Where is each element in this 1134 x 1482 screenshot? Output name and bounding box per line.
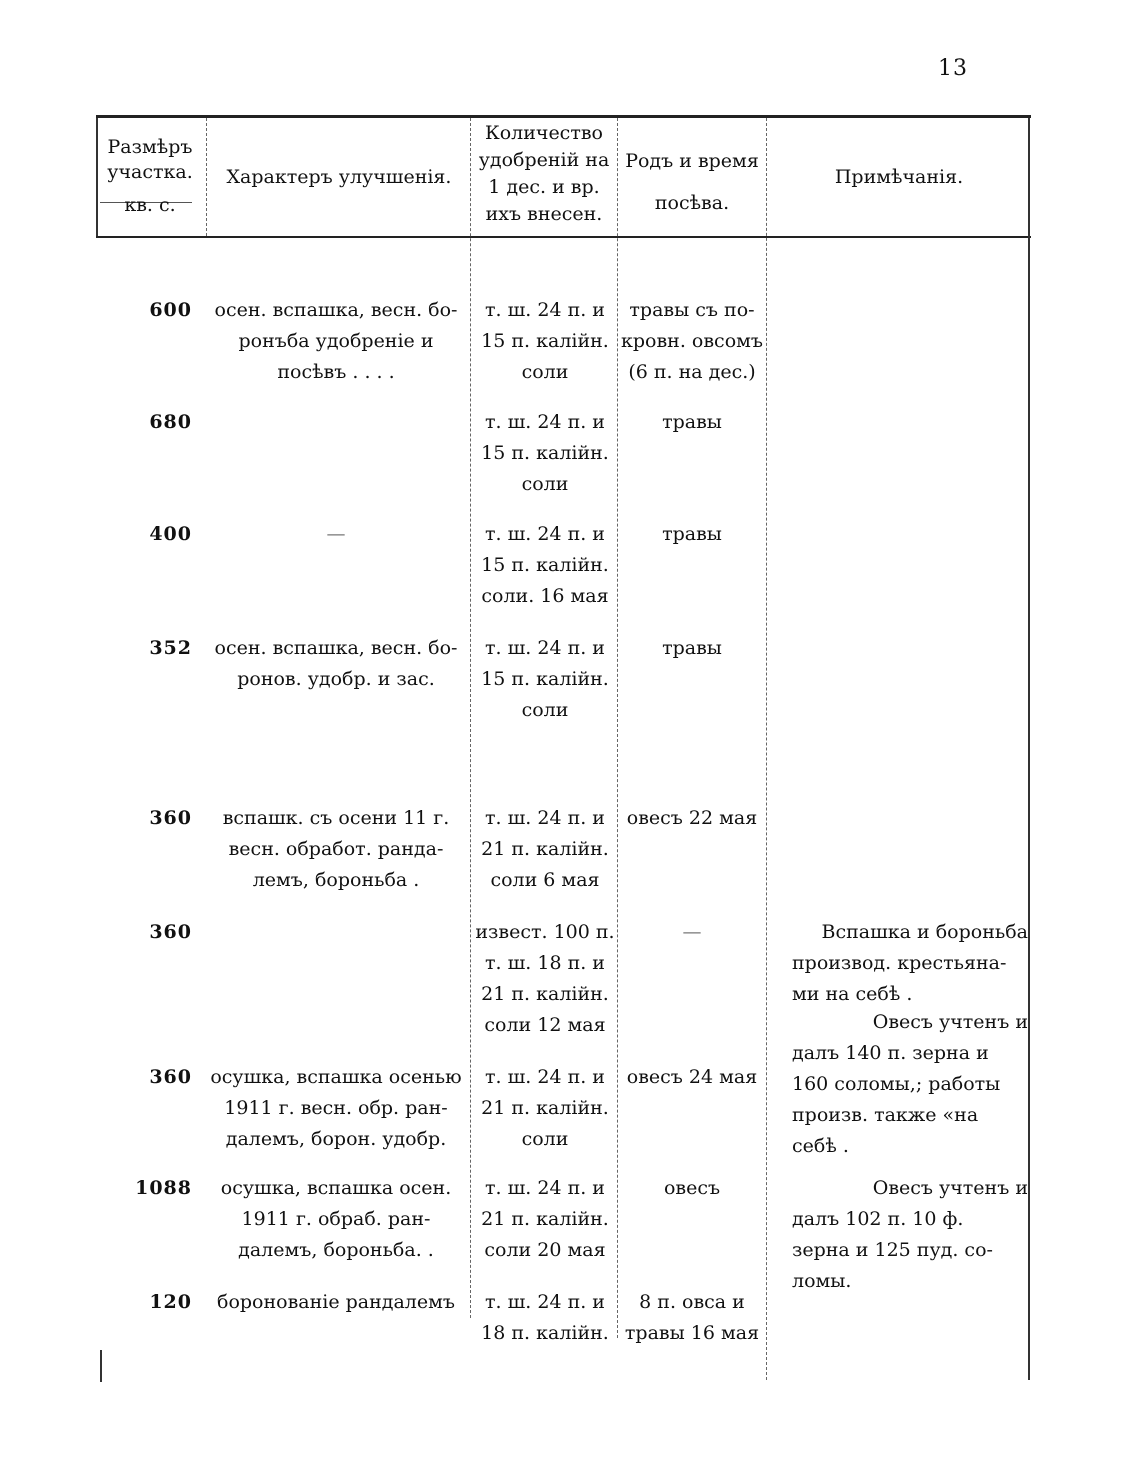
note-3-line1: Овесъ учтенъ и (872, 1177, 1028, 1199)
row-7-character-line1: осушка, вспашка осенью (210, 1066, 462, 1088)
row-5-fert-line3: соли 6 мая (490, 869, 600, 891)
header-size (100, 135, 200, 218)
row-5-size: 360 (149, 807, 192, 829)
row-7-fert (474, 1062, 616, 1155)
row-5-crop (618, 803, 766, 834)
row-6-fert-line3: 21 п. калійн. (481, 983, 609, 1005)
row-7-crop (618, 1062, 766, 1093)
header-fert (472, 120, 616, 228)
header-bottom-rule (96, 236, 1031, 238)
row-1-fert-line1: т. ш. 24 п. и (485, 299, 605, 321)
row-3-fert-line2: 15 п. калійн. (481, 554, 609, 576)
row-5-character (210, 803, 462, 896)
row-6-crop-line1: — (682, 921, 702, 943)
note-1-line2: производ. крестьяна- (792, 952, 1007, 974)
row-1-crop-line1: травы съ по- (629, 299, 755, 321)
row-5-fert (474, 803, 616, 896)
row-8-fert-line3: соли 20 мая (484, 1239, 606, 1261)
row-9-crop-line2: травы 16 мая (624, 1322, 760, 1344)
row-6-size: 360 (149, 921, 192, 943)
row-5-character-line3: лемъ, бороньба . (252, 869, 420, 891)
row-2-size: 680 (149, 411, 192, 433)
note-3-line4: ломы. (792, 1270, 852, 1292)
row-3-crop-line1: травы (662, 523, 722, 545)
header-fert-line2: удобреній на (478, 149, 610, 171)
note-3 (792, 1173, 1028, 1297)
row-1-size: 600 (149, 299, 192, 321)
row-8-character-line3: далемъ, бороньба. . (238, 1239, 434, 1261)
note-2-line5: себѣ . (792, 1135, 849, 1157)
row-8-fert-line1: т. ш. 24 п. и (485, 1177, 605, 1199)
row-6-fert (474, 917, 616, 1041)
row-7-fert-line3: соли (521, 1128, 569, 1150)
row-9-fert-line2: 18 п. калійн. (481, 1322, 609, 1344)
row-7-fert-line1: т. ш. 24 п. и (485, 1066, 605, 1088)
table-right-border (1028, 118, 1031, 1380)
col-sep-size (206, 118, 208, 236)
row-9-size: 120 (149, 1291, 192, 1313)
row-7-character-line2: 1911 г. весн. обр. ран- (224, 1097, 448, 1119)
header-size-line1: Размѣръ (107, 136, 193, 158)
row-9-crop (618, 1287, 766, 1349)
row-1-character (210, 295, 462, 388)
row-9-fert-line1: т. ш. 24 п. и (485, 1291, 605, 1313)
row-5-crop-line1: овесъ 22 мая (626, 807, 758, 829)
row-6-crop (618, 917, 766, 948)
row-7-size: 360 (149, 1066, 192, 1088)
row-8-size: 1088 (135, 1177, 192, 1199)
note-1-line1: Вспашка и бороньба (821, 921, 1028, 943)
note-3-line3: зерна и 125 пуд. со- (792, 1239, 993, 1261)
table-top-rule (96, 115, 1031, 118)
header-crop-line1: Родъ и время (625, 150, 759, 172)
header-size-unit: кв. с. (124, 194, 176, 216)
row-1-character-line2: ронъба удобреніе и (238, 330, 434, 352)
header-character: Характеръ улучшенія. (226, 166, 452, 188)
row-2-crop-line1: травы (662, 411, 722, 433)
header-crop (618, 145, 766, 219)
row-4-character-line1: осен. вспашка, весн. бо- (214, 637, 458, 659)
row-3-crop (618, 519, 766, 550)
row-8-crop-line1: овесъ (663, 1177, 721, 1199)
row-9-character (210, 1287, 462, 1318)
header-size-line2: участка. (107, 161, 193, 183)
row-3-character (210, 519, 462, 550)
header-notes: Примѣчанія. (834, 166, 964, 188)
row-5-character-line2: весн. обработ. ранда- (228, 838, 444, 860)
row-3-character-line1: — (326, 523, 346, 545)
note-2-line1: Овесъ учтенъ и (872, 1011, 1028, 1033)
row-1-crop (618, 295, 766, 388)
row-1-crop-line3: (6 п. на дес.) (628, 361, 756, 383)
note-2-line2: далъ 140 п. зерна и (792, 1042, 989, 1064)
row-4-crop-line1: травы (662, 637, 722, 659)
row-2-fert-line3: соли (521, 473, 569, 495)
row-4-fert-line2: 15 п. калійн. (481, 668, 609, 690)
header-fert-line1: Количество (485, 122, 603, 144)
row-1-fert-line2: 15 п. калійн. (481, 330, 609, 352)
row-8-character (210, 1173, 462, 1266)
table-left-border-bottom (100, 1350, 103, 1382)
row-1-character-line1: осен. вспашка, весн. бо- (214, 299, 458, 321)
row-8-character-line2: 1911 г. обраб. ран- (241, 1208, 431, 1230)
row-3-size: 400 (149, 523, 192, 545)
row-7-character (210, 1062, 462, 1155)
row-1-fert-line3: соли (521, 361, 569, 383)
row-9-crop-line1: 8 п. овса и (639, 1291, 745, 1313)
col-sep-crop (766, 118, 768, 1380)
row-4-crop (618, 633, 766, 664)
row-5-character-line1: вспашк. съ осени 11 г. (222, 807, 450, 829)
header-crop-line2: посѣва. (654, 192, 730, 214)
row-2-fert-line1: т. ш. 24 п. и (485, 411, 605, 433)
row-6-fert-line1: извест. 100 п. (475, 921, 615, 943)
row-1-crop-line2: кровн. овсомъ (621, 330, 763, 352)
header-fert-line3: 1 дес. и вр. (488, 176, 600, 198)
page-number: 13 (938, 56, 968, 81)
row-4-fert-line3: соли (521, 699, 569, 721)
row-1-character-line3: посѣвъ . . . . (277, 361, 395, 383)
row-7-character-line3: далемъ, борон. удобр. (225, 1128, 447, 1150)
row-1-fert (474, 295, 616, 388)
row-4-character (210, 633, 462, 695)
row-2-crop (618, 407, 766, 438)
table-left-border (96, 118, 99, 236)
header-fert-line4: ихъ внесен. (485, 203, 603, 225)
row-5-fert-line2: 21 п. калійн. (481, 838, 609, 860)
row-8-crop (618, 1173, 766, 1204)
row-2-fert-line2: 15 п. калійн. (481, 442, 609, 464)
note-3-line2: далъ 102 п. 10 ф. (792, 1208, 964, 1230)
col-sep-character (470, 118, 472, 1318)
note-2-line3: 160 соломы,; работы (792, 1073, 1001, 1095)
row-8-character-line1: осушка, вспашка осен. (220, 1177, 452, 1199)
row-2-fert (474, 407, 616, 500)
note-1-line3: ми на себѣ . (792, 983, 913, 1005)
row-3-fert-line3: соли. 16 мая (481, 585, 609, 607)
row-4-character-line2: ронов. удобр. и зас. (237, 668, 435, 690)
row-3-fert-line1: т. ш. 24 п. и (485, 523, 605, 545)
row-7-crop-line1: овесъ 24 мая (626, 1066, 758, 1088)
note-2 (792, 1007, 1028, 1162)
row-8-fert (474, 1173, 616, 1266)
row-7-fert-line2: 21 п. калійн. (481, 1097, 609, 1119)
row-6-fert-line2: т. ш. 18 п. и (485, 952, 605, 974)
row-8-fert-line2: 21 п. калійн. (481, 1208, 609, 1230)
row-9-character-line1: боронованіе рандалемъ (217, 1291, 455, 1313)
note-2-line4: произв. также «на (792, 1104, 979, 1126)
row-4-size: 352 (149, 637, 192, 659)
row-4-fert-line1: т. ш. 24 п. и (485, 637, 605, 659)
row-9-fert (474, 1287, 616, 1349)
row-4-fert (474, 633, 616, 726)
row-3-fert (474, 519, 616, 612)
row-5-fert-line1: т. ш. 24 п. и (485, 807, 605, 829)
row-6-fert-line4: соли 12 мая (484, 1014, 606, 1036)
note-1 (792, 917, 1028, 1010)
